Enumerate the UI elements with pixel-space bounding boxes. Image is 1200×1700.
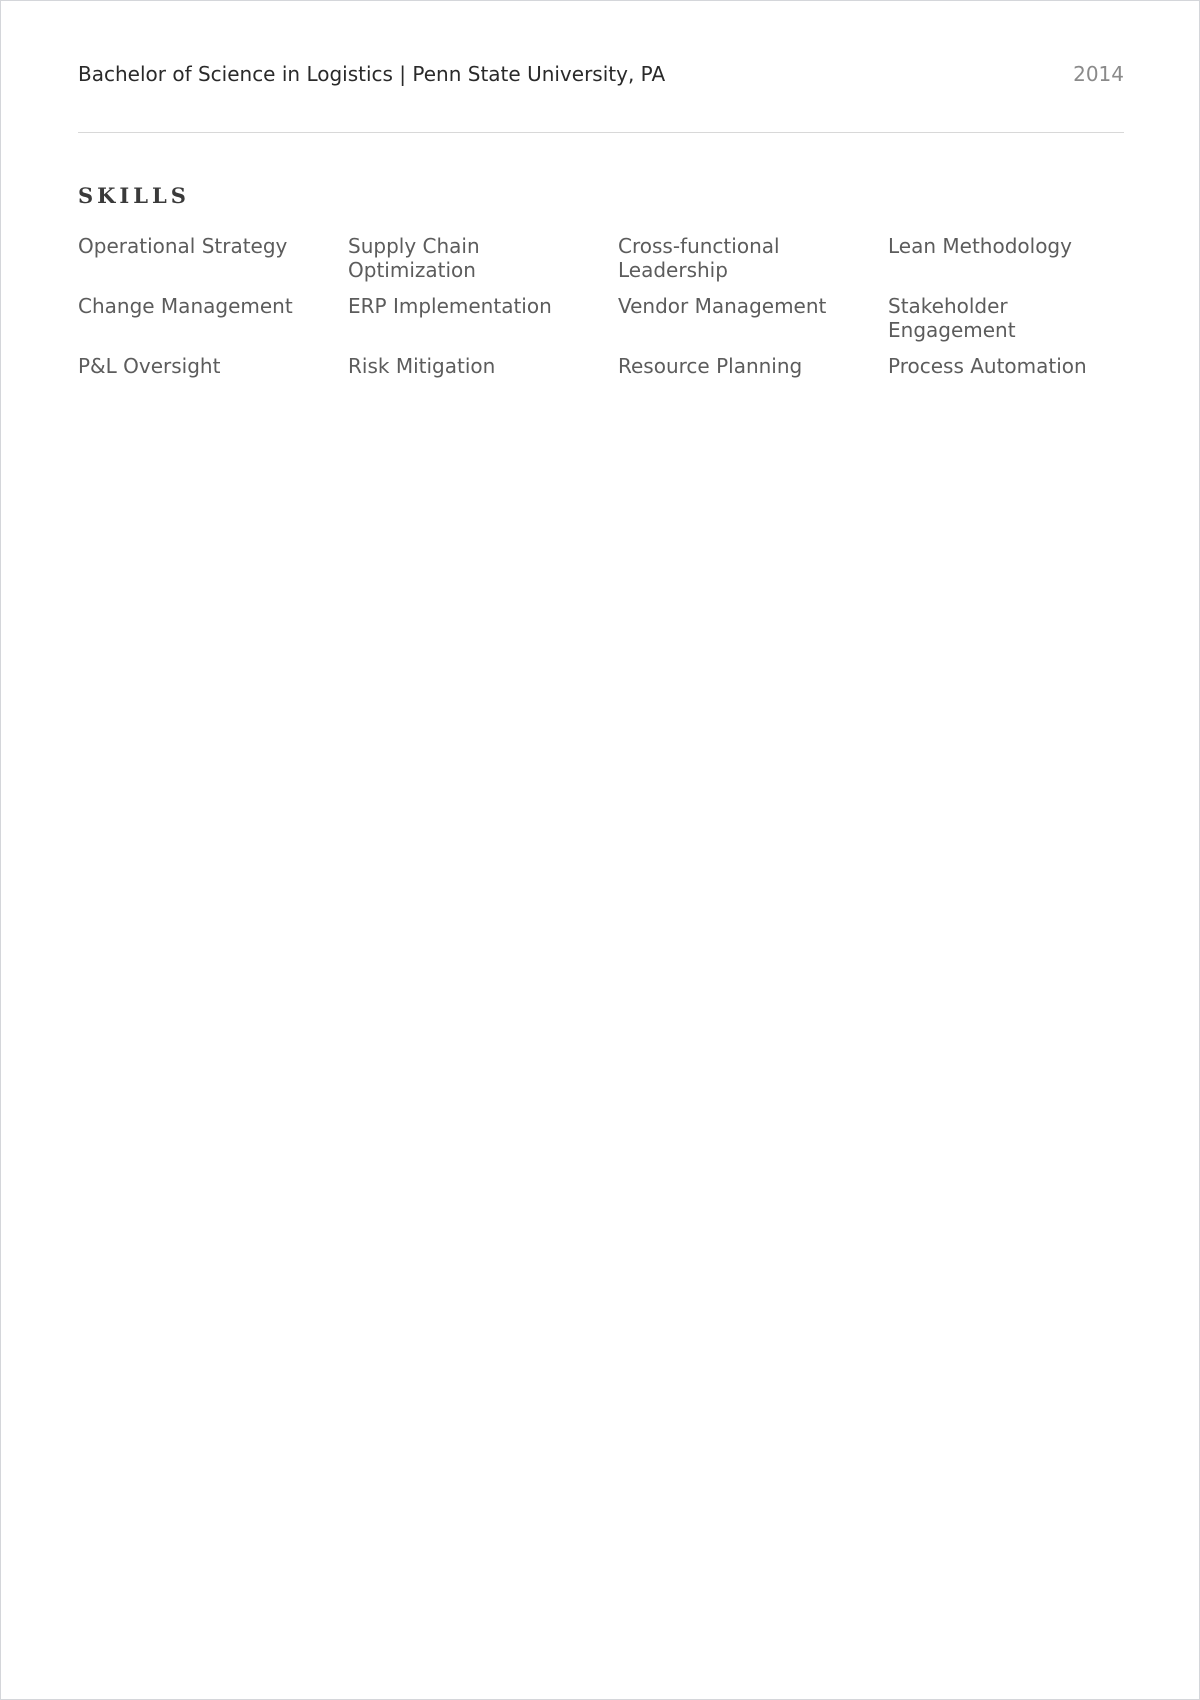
skill-item: Process Automation xyxy=(888,354,1087,378)
skill-item: Operational Strategy xyxy=(78,234,288,258)
skill-item: Risk Mitigation xyxy=(348,354,496,378)
skill-item: Cross-functional Leadership xyxy=(618,234,780,282)
skills-grid xyxy=(78,234,1124,378)
skill-item: Stakeholder Engagement xyxy=(888,294,1016,342)
skill-item: Supply Chain Optimization xyxy=(348,234,480,282)
skill-item: Lean Methodology xyxy=(888,234,1072,258)
skills-heading: SKILLS xyxy=(78,183,190,208)
skill-item: Resource Planning xyxy=(618,354,803,378)
education-degree: Bachelor of Science in Logistics | Penn State University, PA xyxy=(78,62,666,86)
education-entry xyxy=(78,62,1124,92)
skill-item: ERP Implementation xyxy=(348,294,552,318)
skill-item: Vendor Management xyxy=(618,294,827,318)
section-divider xyxy=(78,132,1124,133)
education-year: 2014 xyxy=(1073,62,1124,86)
skill-item: P&L Oversight xyxy=(78,354,221,378)
skill-item: Change Management xyxy=(78,294,293,318)
